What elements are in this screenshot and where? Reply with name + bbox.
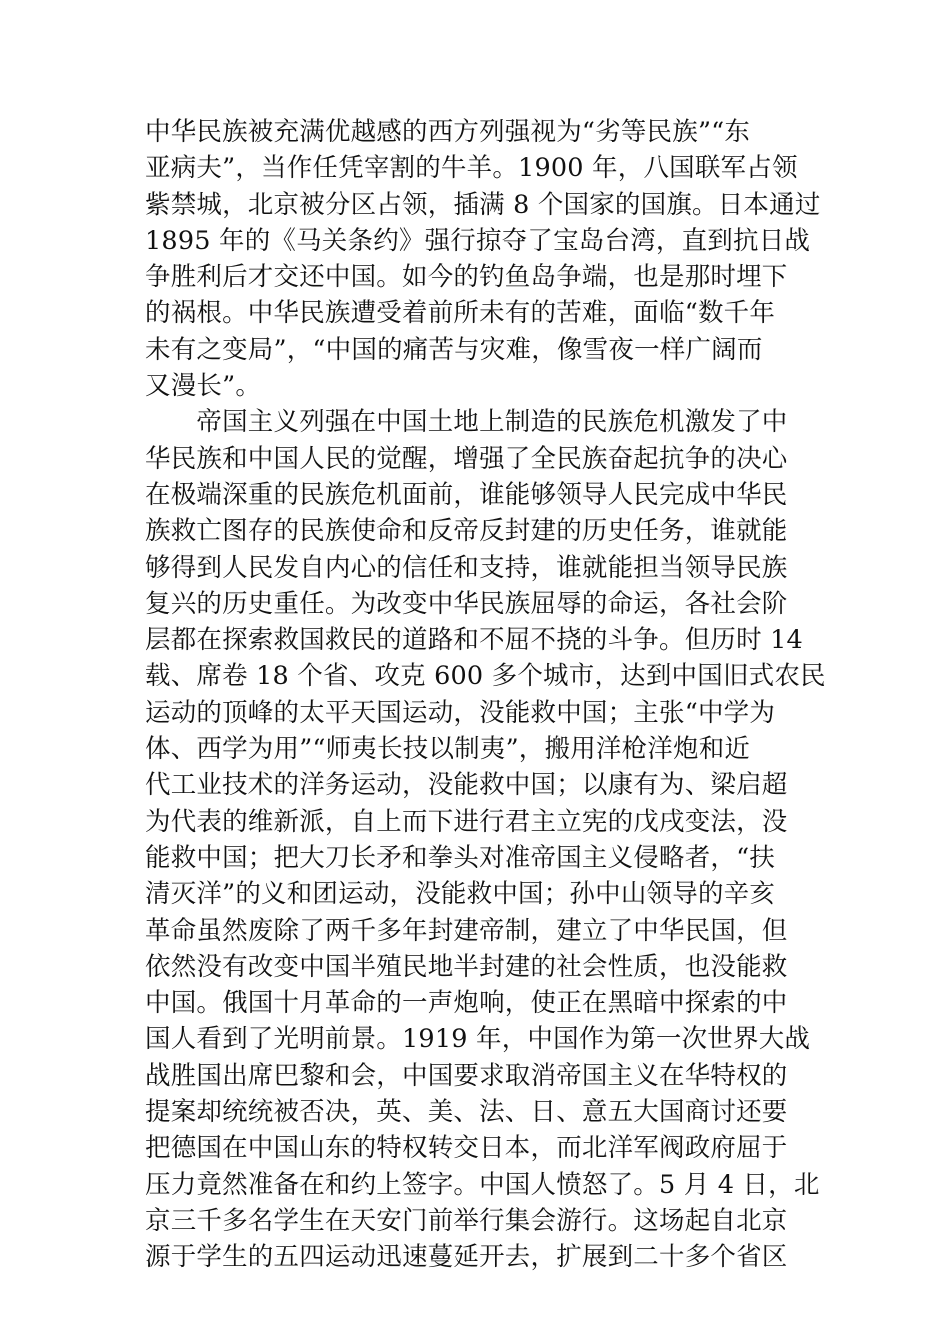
text-line: 层都在探索救国救民的道路和不屈不挠的斗争。但历时 14 bbox=[145, 625, 803, 656]
text-line: 把德国在中国山东的特权转交日本，而北洋军阀政府屈于 bbox=[145, 1133, 788, 1164]
text-line: 代工业技术的洋务运动，没能救中国；以康有为、梁启超 bbox=[145, 770, 788, 801]
text-line: 族救亡图存的民族使命和反帝反封建的历史任务，谁就能 bbox=[145, 516, 788, 547]
text-line: 又漫长”。 bbox=[145, 371, 262, 402]
text-line: 清灭洋”的义和团运动，没能救中国；孙中山领导的辛亥 bbox=[145, 879, 776, 910]
text-line: 依然没有改变中国半殖民地半封建的社会性质，也没能救 bbox=[145, 951, 788, 982]
text-line: 亚病夫”，当作任凭宰割的牛羊。1900 年，八国联军占领 bbox=[145, 153, 798, 184]
text-line: 载、席卷 18 个省、攻克 600 多个城市，达到中国旧式农民 bbox=[145, 661, 826, 692]
text-line: 复兴的历史重任。为改变中华民族屈辱的命运，各社会阶 bbox=[145, 588, 788, 619]
text-line: 京三千多名学生在天安门前举行集会游行。这场起自北京 bbox=[145, 1205, 788, 1236]
text-line: 压力竟然准备在和约上签字。中国人愤怒了。5 月 4 日，北 bbox=[145, 1169, 820, 1200]
text-line: 能救中国；把大刀长矛和拳头对准帝国主义侵略者，“扶 bbox=[145, 842, 776, 873]
text-line: 提案却统统被否决，英、美、法、日、意五大国商讨还要 bbox=[145, 1097, 788, 1128]
text-line: 体、西学为用”“师夷长技以制夷”，搬用洋枪洋炮和近 bbox=[145, 734, 751, 765]
text-line: 够得到人民发自内心的信任和支持，谁就能担当领导民族 bbox=[145, 552, 788, 583]
text-line: 中华民族被充满优越感的西方列强视为“劣等民族”“东 bbox=[145, 117, 751, 147]
text-line: 中国。俄国十月革命的一声炮响，使正在黑暗中探索的中 bbox=[145, 988, 788, 1019]
text-line: 帝国主义列强在中国土地上制造的民族危机激发了中 bbox=[145, 407, 788, 438]
text-line: 战胜国出席巴黎和会，中国要求取消帝国主义在华特权的 bbox=[145, 1060, 788, 1091]
text-line: 国人看到了光明前景。1919 年，中国作为第一次世界大战 bbox=[145, 1024, 811, 1055]
text-line: 运动的顶峰的太平天国运动，没能救中国；主张“中学为 bbox=[145, 697, 776, 728]
text-line: 未有之变局”，“中国的痛苦与灾难，像雪夜一样广阔而 bbox=[145, 334, 763, 365]
text-line: 在极端深重的民族危机面前，谁能够领导人民完成中华民 bbox=[145, 479, 788, 510]
body-text bbox=[145, 114, 826, 1276]
text-line: 华民族和中国人民的觉醒，增强了全民族奋起抗争的决心 bbox=[145, 443, 788, 474]
text-line: 紫禁城，北京被分区占领，插满 8 个国家的国旗。日本通过 bbox=[145, 189, 821, 220]
text-line: 革命虽然废除了两千多年封建帝制，建立了中华民国，但 bbox=[145, 915, 788, 946]
text-line: 的祸根。中华民族遭受着前所未有的苦难，面临“数千年 bbox=[145, 298, 776, 329]
text-line: 争胜利后才交还中国。如今的钓鱼岛争端，也是那时埋下 bbox=[145, 262, 788, 293]
text-line: 1895 年的《马关条约》强行掠夺了宝岛台湾，直到抗日战 bbox=[145, 225, 811, 256]
text-line: 源于学生的五四运动迅速蔓延开去，扩展到二十多个省区 bbox=[145, 1242, 788, 1273]
text-line: 为代表的维新派，自上而下进行君主立宪的戊戌变法，没 bbox=[145, 806, 788, 837]
